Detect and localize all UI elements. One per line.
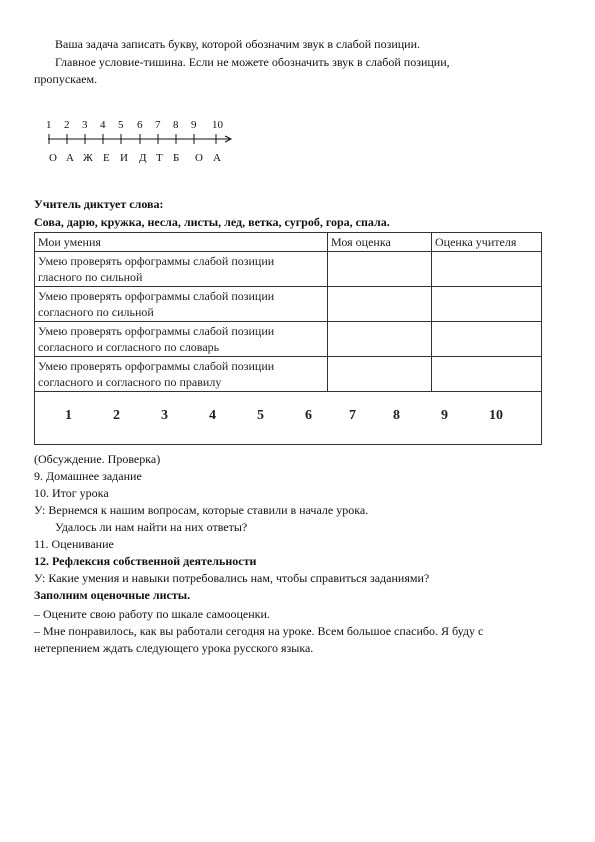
scale-number: 5 <box>118 119 124 131</box>
skill-cell <box>35 357 328 392</box>
table-row <box>35 252 542 287</box>
dictation-words: Сова, дарю, кружка, несла, листы, лед, ветка, сугроб, гора, спала. <box>34 215 390 229</box>
scale-axis <box>46 132 236 146</box>
skills-question: У: Какие умения и навыки потребовались нам, чтобы справиться заданиями? <box>34 571 430 585</box>
scale-letter: Ж <box>83 152 93 164</box>
skill-line: согласного по сильной <box>38 305 154 319</box>
discussion-note: (Обсуждение. Проверка) <box>34 452 161 466</box>
intro-line-1: Ваша задача записать букву, которой обозначим звук в слабой позиции. <box>55 37 421 51</box>
scale-number: 10 <box>212 119 223 131</box>
scale-letter: А <box>66 152 74 164</box>
my-grade-cell[interactable] <box>328 252 432 287</box>
scale-letter: Д <box>139 152 147 164</box>
scale-letter: Б <box>173 152 180 164</box>
score-number[interactable]: 6 <box>305 408 312 423</box>
dictation-heading: Учитель диктует слова: <box>34 197 164 211</box>
thanks-line-2: нетерпением ждать следующего урока русского языка. <box>34 641 314 655</box>
scale-number: 2 <box>64 119 70 131</box>
scale-number: 3 <box>82 119 88 131</box>
teacher-grade-cell[interactable] <box>432 252 542 287</box>
score-number[interactable]: 8 <box>393 408 400 423</box>
teacher-grade-cell[interactable] <box>432 357 542 392</box>
fill-sheets: Заполним оценочные листы. <box>34 588 191 602</box>
scale-letter: Е <box>103 152 110 164</box>
scale-number: 7 <box>155 119 161 131</box>
score-number[interactable]: 5 <box>257 408 264 423</box>
skill-line: гласного по сильной <box>38 270 143 284</box>
score-number[interactable]: 10 <box>489 408 503 423</box>
table-row <box>35 287 542 322</box>
score-number[interactable]: 3 <box>161 408 168 423</box>
scale-letter: Т <box>156 152 163 164</box>
header-skills: Мои умения <box>35 233 328 252</box>
score-number[interactable]: 7 <box>349 408 356 423</box>
answers-question: Удалось ли нам найти на них ответы? <box>55 520 248 534</box>
skill-cell <box>35 252 328 287</box>
skill-line: Умею проверять орфограммы слабой позиции <box>38 359 275 373</box>
assessment-table <box>34 232 542 445</box>
scale-letter: О <box>49 152 57 164</box>
score-row <box>35 392 542 445</box>
skill-line: Умею проверять орфограммы слабой позиции <box>38 254 275 268</box>
skill-line: Умею проверять орфограммы слабой позиции <box>38 289 275 303</box>
header-my-grade: Моя оценка <box>328 233 432 252</box>
item-summary: 10. Итог урока <box>34 486 109 500</box>
scale-letter: И <box>120 152 128 164</box>
skill-line: Умею проверять орфограммы слабой позиции <box>38 324 275 338</box>
header-teacher-grade: Оценка учителя <box>432 233 542 252</box>
scale-number: 9 <box>191 119 197 131</box>
teacher-grade-cell[interactable] <box>432 322 542 357</box>
score-cell <box>35 392 542 445</box>
score-number[interactable]: 2 <box>113 408 120 423</box>
table-row <box>35 322 542 357</box>
rate-work: – Оцените свою работу по шкале самооценки. <box>34 607 270 621</box>
my-grade-cell[interactable] <box>328 322 432 357</box>
skill-line: согласного и согласного по правилу <box>38 375 222 389</box>
intro-line-3: пропускаем. <box>34 72 98 86</box>
skill-cell <box>35 322 328 357</box>
number-line <box>46 118 236 168</box>
scale-number: 4 <box>100 119 106 131</box>
return-question: У: Вернемся к нашим вопросам, которые ставили в начале урока. <box>34 503 369 517</box>
my-grade-cell[interactable] <box>328 287 432 322</box>
scale-number: 6 <box>137 119 143 131</box>
scale-letter: А <box>213 152 221 164</box>
my-grade-cell[interactable] <box>328 357 432 392</box>
table-row <box>35 357 542 392</box>
score-number[interactable]: 4 <box>209 408 216 423</box>
intro-line-2: Главное условие-тишина. Если не можете обозначить звук в слабой позиции, <box>55 55 450 69</box>
skill-line: согласного и согласного по словарь <box>38 340 220 354</box>
table-header-row <box>35 233 542 252</box>
thanks-line-1: – Мне понравилось, как вы работали сегодня на уроке. Всем большое спасибо. Я буду с <box>34 624 484 638</box>
score-number[interactable]: 9 <box>441 408 448 423</box>
item-homework: 9. Домашнее задание <box>34 469 142 483</box>
item-grading: 11. Оценивание <box>34 537 114 551</box>
scale-number: 8 <box>173 119 179 131</box>
item-reflection: 12. Рефлексия собственной деятельности <box>34 554 257 568</box>
scale-number: 1 <box>46 119 52 131</box>
score-number[interactable]: 1 <box>65 408 72 423</box>
teacher-grade-cell[interactable] <box>432 287 542 322</box>
scale-letter: О <box>195 152 203 164</box>
skill-cell <box>35 287 328 322</box>
